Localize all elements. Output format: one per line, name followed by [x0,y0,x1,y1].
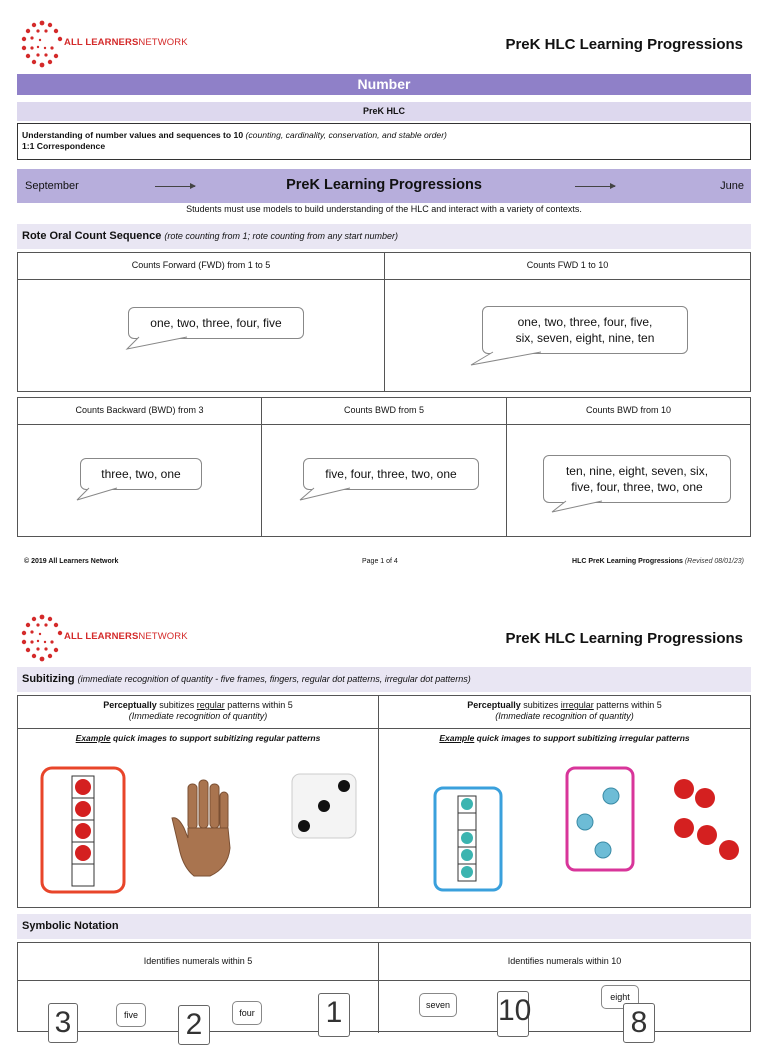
cell-header: Identifies numerals within 10 [507,956,622,966]
subitizing-grid [17,695,751,908]
symbolic-grid [17,942,751,1041]
speech-tail-icon [552,500,612,514]
word-bubble: eight [601,985,639,1009]
bubble-text: one, two, three, four, five [150,316,282,330]
speech-tail-icon [300,487,360,501]
hand-five-fingers-icon [158,778,248,878]
speech-bubble [128,307,304,339]
logo-dots-icon [18,18,66,70]
numeral-card: 1 [318,993,350,1037]
symbolic-within-10-cell [379,943,750,1039]
die-three-icon [290,772,358,840]
logo [18,612,188,664]
speech-tail-icon [471,351,551,367]
speech-bubble [543,455,731,503]
symbolic-notation-heading [17,914,751,939]
cell-header: Perceptually subitizes regular patterns within 5 (Immediate recognition of quantity) [103,700,293,721]
cell-header: Counts Backward (BWD) from 3 [75,405,204,415]
arrow-right-icon [575,186,615,187]
bubble-text: ten, nine, eight, seven, six, [565,464,709,478]
logo-wordmark: ALL LEARNERSNETWORK [64,37,188,48]
page-title: PreK HLC Learning Progressions [505,36,743,53]
rote-cell-bwd-10 [507,398,750,536]
speech-bubble [303,458,479,490]
word-bubble: seven [419,993,457,1017]
rote-count-heading [17,224,751,249]
bubble-text: five, four, three, two, one [571,480,703,494]
rote-cell-bwd-5 [262,398,507,536]
hlc-text-italic: (counting, cardinality, conservation, and stable order) [245,130,447,140]
hlc-label: PreK HLC [17,102,751,121]
dot-card-pink-icon [565,766,635,872]
numeral-card: 10 [497,991,529,1037]
footer-doc-title: HLC PreK Learning Progressions (Revised 08/01/23) [572,558,744,565]
progression-title: PreK Learning Progressions [286,177,482,193]
numeral-card: 8 [623,1003,655,1043]
symbolic-title: Symbolic Notation [22,920,119,932]
rote-row-1 [17,252,751,392]
progression-start: September [25,180,79,192]
example-caption: Example quick images to support subitizing regular patterns [75,733,321,743]
footer-copyright: © 2019 All Learners Network [24,558,119,565]
rote-row-2 [17,397,751,537]
red-dots-icon [673,774,745,866]
bubble-text: six, seven, eight, nine, ten [515,331,655,345]
numeral-card: 3 [48,1003,78,1043]
subitizing-title: Subitizing [22,673,75,685]
word-bubble: four [232,1001,262,1025]
bubble-text: three, two, one [101,467,181,481]
models-note: Students must use models to build understanding of the HLC and interact with a variety of contexts. [186,204,582,214]
hlc-line2: 1:1 Correspondence [22,141,106,151]
cell-header: Perceptually subitizes irregular patterns within 5 (Immediate recognition of quantity) [467,700,662,721]
footer-page-number: Page 1 of 4 [362,558,398,565]
rote-cell-fwd-10 [385,253,750,391]
example-caption: Example quick images to support subitizing irregular patterns [439,733,690,743]
subitizing-heading [17,667,751,692]
cell-header: Counts BWD from 5 [343,405,425,415]
bubble-text: five, four, three, two, one [325,467,457,481]
speech-tail-icon [77,487,127,501]
rote-cell-bwd-3 [18,398,262,536]
rote-subtitle: (rote counting from 1; rote counting from any start number) [164,231,399,241]
cell-header: Counts Forward (FWD) from 1 to 5 [131,260,271,270]
hlc-text-bold: Understanding of number values and sequences to 10 [22,130,244,140]
subitizing-subtitle: (immediate recognition of quantity - five frames, fingers, regular dot patterns, irregular dot patterns) [77,674,471,684]
progression-end: June [720,180,744,192]
five-frame-red-icon [40,766,126,894]
rote-title: Rote Oral Count Sequence [22,230,162,242]
progression-band [17,169,751,203]
subitizing-irregular-cell [379,696,750,907]
cell-header: Counts BWD from 10 [585,405,672,415]
subitizing-regular-cell [18,696,379,907]
five-frame-blue-icon [433,786,503,892]
page-title: PreK HLC Learning Progressions [505,630,743,647]
bubble-text: one, two, three, four, five, [517,315,653,329]
logo-wordmark: ALL LEARNERSNETWORK [64,631,188,642]
speech-bubble [482,306,688,354]
numeral-card: 2 [178,1005,210,1045]
speech-tail-icon [127,336,197,350]
section-band-number: Number [17,74,751,95]
speech-bubble [80,458,202,490]
word-bubble: five [116,1003,146,1027]
hlc-description [17,123,751,160]
cell-header: Identifies numerals within 5 [143,956,253,966]
logo [18,18,188,70]
rote-cell-fwd-5 [18,253,385,391]
logo-dots-icon [18,612,66,664]
symbolic-within-5-cell [18,943,379,1041]
cell-header: Counts FWD 1 to 10 [526,260,609,270]
